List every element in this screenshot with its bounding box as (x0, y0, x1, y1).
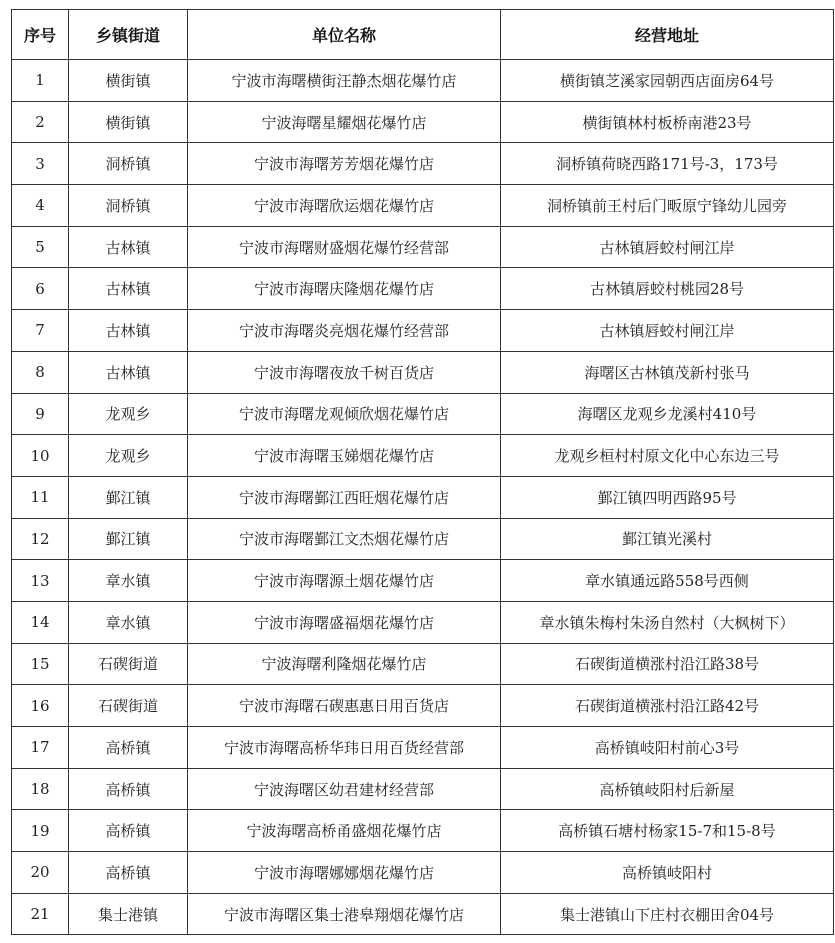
table-row (12, 310, 834, 352)
cell-serial-number: 21 (12, 893, 69, 935)
cell-company-name: 宁波市海曙欣运烟花爆竹店 (188, 185, 501, 227)
table-row (12, 268, 834, 310)
cell-serial-number: 11 (12, 476, 69, 518)
cell-business-address: 古林镇唇蛟村闸江岸 (501, 310, 834, 352)
cell-company-name: 宁波市海曙龙观倾欣烟花爆竹店 (188, 393, 501, 435)
cell-company-name: 宁波海曙星耀烟花爆竹店 (188, 101, 501, 143)
cell-company-name: 宁波市海曙夜放千树百货店 (188, 351, 501, 393)
cell-company-name: 宁波市海曙源土烟花爆竹店 (188, 560, 501, 602)
cell-business-address: 横街镇芝溪家园朝西店面房64号 (501, 60, 834, 102)
table-row (12, 560, 834, 602)
cell-township: 古林镇 (69, 268, 188, 310)
cell-township: 高桥镇 (69, 768, 188, 810)
table-header-row (12, 10, 834, 60)
cell-serial-number: 12 (12, 518, 69, 560)
cell-township: 鄞江镇 (69, 476, 188, 518)
cell-company-name: 宁波市海曙庆隆烟花爆竹店 (188, 268, 501, 310)
cell-township: 章水镇 (69, 601, 188, 643)
table-row (12, 852, 834, 894)
cell-township: 集士港镇 (69, 893, 188, 935)
cell-business-address: 古林镇唇蛟村闸江岸 (501, 226, 834, 268)
table-row (12, 518, 834, 560)
cell-serial-number: 4 (12, 185, 69, 227)
cell-township: 古林镇 (69, 351, 188, 393)
table-row (12, 351, 834, 393)
table-row (12, 393, 834, 435)
cell-serial-number: 10 (12, 435, 69, 477)
cell-business-address: 石碶街道横涨村沿江路42号 (501, 685, 834, 727)
cell-business-address: 高桥镇岐阳村后新屋 (501, 768, 834, 810)
cell-serial-number: 1 (12, 60, 69, 102)
cell-township: 古林镇 (69, 310, 188, 352)
cell-serial-number: 5 (12, 226, 69, 268)
cell-serial-number: 15 (12, 643, 69, 685)
table-row (12, 226, 834, 268)
cell-business-address: 海曙区古林镇茂新村张马 (501, 351, 834, 393)
cell-serial-number: 14 (12, 601, 69, 643)
cell-township: 高桥镇 (69, 852, 188, 894)
table-body (12, 60, 834, 935)
cell-business-address: 高桥镇岐阳村 (501, 852, 834, 894)
cell-business-address: 章水镇朱梅村朱汤自然村（大枫树下） (501, 601, 834, 643)
cell-township: 横街镇 (69, 60, 188, 102)
table-row (12, 810, 834, 852)
cell-company-name: 宁波市海曙高桥华玮日用百货经营部 (188, 727, 501, 769)
cell-township: 高桥镇 (69, 727, 188, 769)
cell-township: 高桥镇 (69, 810, 188, 852)
cell-township: 龙观乡 (69, 435, 188, 477)
table-row (12, 893, 834, 935)
cell-business-address: 鄞江镇光溪村 (501, 518, 834, 560)
cell-serial-number: 19 (12, 810, 69, 852)
cell-serial-number: 13 (12, 560, 69, 602)
cell-serial-number: 8 (12, 351, 69, 393)
header-company-name: 单位名称 (188, 10, 501, 60)
cell-company-name: 宁波市海曙鄞江文杰烟花爆竹店 (188, 518, 501, 560)
cell-business-address: 石碶街道横涨村沿江路38号 (501, 643, 834, 685)
cell-company-name: 宁波市海曙炎亮烟花爆竹经营部 (188, 310, 501, 352)
cell-serial-number: 9 (12, 393, 69, 435)
header-business-address: 经营地址 (501, 10, 834, 60)
cell-business-address: 洞桥镇荷晓西路171号-3，173号 (501, 143, 834, 185)
table-row (12, 60, 834, 102)
firework-shop-table (11, 9, 834, 935)
cell-company-name: 宁波海曙高桥甬盛烟花爆竹店 (188, 810, 501, 852)
cell-township: 古林镇 (69, 226, 188, 268)
table-row (12, 601, 834, 643)
cell-serial-number: 3 (12, 143, 69, 185)
header-township: 乡镇街道 (69, 10, 188, 60)
cell-business-address: 海曙区龙观乡龙溪村410号 (501, 393, 834, 435)
table-row (12, 101, 834, 143)
cell-township: 石碶街道 (69, 643, 188, 685)
cell-serial-number: 17 (12, 727, 69, 769)
table-row (12, 727, 834, 769)
cell-business-address: 鄞江镇四明西路95号 (501, 476, 834, 518)
table-row (12, 143, 834, 185)
cell-township: 横街镇 (69, 101, 188, 143)
cell-serial-number: 16 (12, 685, 69, 727)
cell-company-name: 宁波市海曙横街汪静杰烟花爆竹店 (188, 60, 501, 102)
cell-company-name: 宁波海曙利隆烟花爆竹店 (188, 643, 501, 685)
cell-township: 石碶街道 (69, 685, 188, 727)
cell-company-name: 宁波市海曙玉娣烟花爆竹店 (188, 435, 501, 477)
cell-company-name: 宁波市海曙财盛烟花爆竹经营部 (188, 226, 501, 268)
cell-business-address: 洞桥镇前王村后门畈原宁锋幼儿园旁 (501, 185, 834, 227)
table-row (12, 685, 834, 727)
table-row (12, 768, 834, 810)
firework-shop-table-container (11, 9, 833, 935)
table-row (12, 185, 834, 227)
cell-business-address: 古林镇唇蛟村桃园28号 (501, 268, 834, 310)
cell-township: 章水镇 (69, 560, 188, 602)
cell-serial-number: 20 (12, 852, 69, 894)
cell-serial-number: 2 (12, 101, 69, 143)
cell-township: 鄞江镇 (69, 518, 188, 560)
cell-business-address: 集士港镇山下庄村衣棚田舍04号 (501, 893, 834, 935)
table-row (12, 643, 834, 685)
cell-business-address: 龙观乡桓村村原文化中心东边三号 (501, 435, 834, 477)
cell-business-address: 高桥镇岐阳村前心3号 (501, 727, 834, 769)
cell-company-name: 宁波市海曙娜娜烟花爆竹店 (188, 852, 501, 894)
header-serial-number: 序号 (12, 10, 69, 60)
cell-township: 洞桥镇 (69, 185, 188, 227)
cell-company-name: 宁波市海曙石碶惠惠日用百货店 (188, 685, 501, 727)
cell-company-name: 宁波市海曙鄞江西旺烟花爆竹店 (188, 476, 501, 518)
cell-business-address: 章水镇通远路558号西侧 (501, 560, 834, 602)
cell-serial-number: 18 (12, 768, 69, 810)
cell-township: 洞桥镇 (69, 143, 188, 185)
cell-business-address: 高桥镇石塘村杨家15-7和15-8号 (501, 810, 834, 852)
cell-company-name: 宁波市海曙区集士港皋翔烟花爆竹店 (188, 893, 501, 935)
cell-company-name: 宁波市海曙芳芳烟花爆竹店 (188, 143, 501, 185)
cell-township: 龙观乡 (69, 393, 188, 435)
cell-serial-number: 6 (12, 268, 69, 310)
table-row (12, 435, 834, 477)
cell-company-name: 宁波市海曙盛福烟花爆竹店 (188, 601, 501, 643)
cell-serial-number: 7 (12, 310, 69, 352)
cell-business-address: 横街镇林村板桥南港23号 (501, 101, 834, 143)
table-row (12, 476, 834, 518)
cell-company-name: 宁波海曙区幼君建材经营部 (188, 768, 501, 810)
